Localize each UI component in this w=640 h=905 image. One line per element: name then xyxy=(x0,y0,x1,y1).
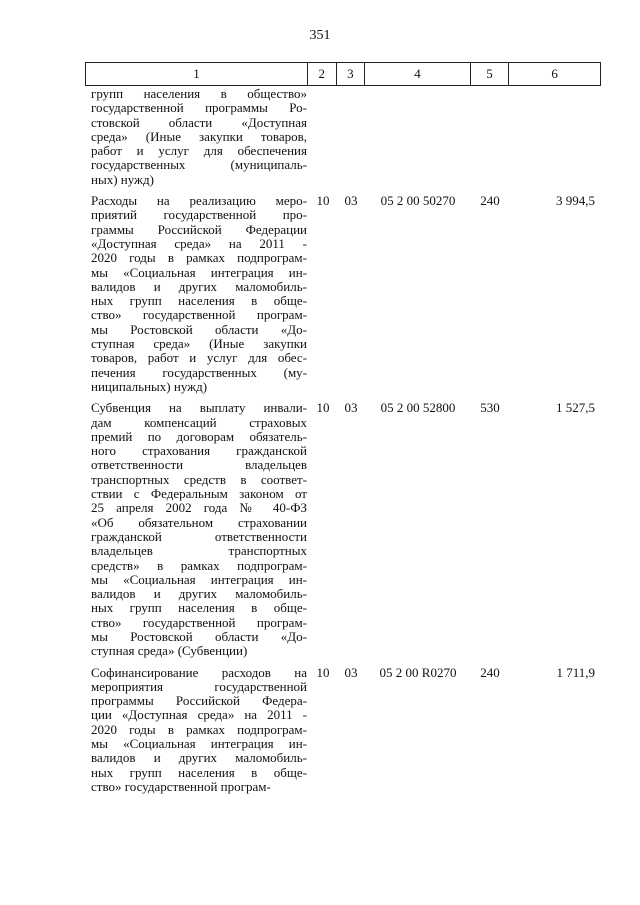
description-line: 2020 годы в рамках подпрограм- xyxy=(91,250,307,266)
description-line: ных групп населения в обще- xyxy=(91,293,307,309)
description-line: дам компенсаций страховых xyxy=(91,414,307,430)
description-line: работ и услуг для обеспечения xyxy=(91,143,307,159)
cell-section: 10 xyxy=(316,664,330,680)
description-line: ных) нужд) xyxy=(91,171,154,187)
cell-subsection: 03 xyxy=(344,400,358,416)
header-col-3: 3 xyxy=(337,63,366,85)
table-row xyxy=(85,87,601,187)
row-description xyxy=(85,87,309,187)
description-line: приятий государственной про- xyxy=(91,207,307,223)
row-description xyxy=(85,401,309,658)
description-line: программы Российской Федера- xyxy=(91,693,307,709)
description-line: ство» государственной програм- xyxy=(91,614,307,630)
description-line: ного страхования гражданской xyxy=(91,443,307,459)
row-description xyxy=(85,194,309,394)
description-line: ции «Доступная среда» на 2011 - xyxy=(91,707,307,723)
description-line: мы Ростовской области «До- xyxy=(91,321,307,337)
cell-target-article: 05 2 00 52800 xyxy=(380,400,456,416)
row-description xyxy=(85,666,309,795)
description-line: премий по договорам обязатель- xyxy=(91,428,307,444)
cell-subsection xyxy=(337,87,365,187)
page-number: 351 xyxy=(309,28,331,43)
description-line: мероприятия государственной xyxy=(91,678,307,694)
cell-subsection: 03 xyxy=(344,664,358,680)
description-line: валидов и других маломобиль- xyxy=(91,586,307,602)
table-row xyxy=(85,194,601,394)
table-row xyxy=(85,666,601,795)
cell-expense-type xyxy=(471,87,509,187)
description-line: групп населения в общество» xyxy=(91,86,307,101)
description-line: 25 апреля 2002 года № 40-ФЗ xyxy=(91,500,307,516)
cell-target-article xyxy=(365,87,471,187)
cell-expense-type: 240 xyxy=(480,664,500,680)
description-line: товаров, работ и услуг для обес- xyxy=(91,350,307,366)
description-line: ниципальных) нужд) xyxy=(91,378,208,394)
header-col-2: 2 xyxy=(308,63,337,85)
header-col-5: 5 xyxy=(471,63,509,85)
header-col-4: 4 xyxy=(365,63,471,85)
description-line: ных групп населения в обще- xyxy=(91,600,307,616)
cell-target-article: 05 2 00 R0270 xyxy=(379,664,457,680)
cell-section: 10 xyxy=(316,400,330,416)
description-line: гражданской ответственности xyxy=(91,528,307,544)
cell-amount xyxy=(509,87,601,187)
budget-table xyxy=(85,62,601,794)
cell-section xyxy=(309,87,337,187)
description-line: ных групп населения в обще- xyxy=(91,764,307,780)
cell-subsection: 03 xyxy=(344,193,358,209)
description-line: ступная среда» (Субвенции) xyxy=(91,643,248,659)
description-line: ступная среда» (Иные закупки xyxy=(91,336,307,352)
description-line: среда» (Иные закупки товаров, xyxy=(91,128,307,144)
cell-section: 10 xyxy=(316,193,330,209)
description-line: ответственности владельцев xyxy=(91,457,307,473)
cell-expense-type: 530 xyxy=(480,400,500,416)
description-line: ство» государственной програм- xyxy=(91,307,307,323)
description-line: ство» государственной програм- xyxy=(91,778,271,794)
header-col-6: 6 xyxy=(509,63,601,85)
cell-expense-type: 240 xyxy=(480,193,500,209)
cell-amount: 1 711,9 xyxy=(556,664,595,680)
description-line: валидов и других маломобиль- xyxy=(91,750,307,766)
description-line: транспортных средств в соответ- xyxy=(91,471,307,487)
description-line: печения государственных (му- xyxy=(91,364,307,380)
description-line: государственных (муниципаль- xyxy=(91,157,307,173)
table-row xyxy=(85,401,601,658)
cell-amount: 3 994,5 xyxy=(556,193,595,209)
description-line: «Об обязательном страховании xyxy=(91,514,307,530)
description-line: «Доступная среда» на 2011 - xyxy=(91,235,307,251)
description-line: Субвенция на выплату инвали- xyxy=(91,400,307,416)
table-body xyxy=(85,87,601,794)
description-line: Расходы на реализацию меро- xyxy=(91,193,307,209)
description-line: валидов и других маломобиль- xyxy=(91,278,307,294)
description-line: Софинансирование расходов на xyxy=(91,664,307,680)
description-line: стовской области «Доступная xyxy=(91,114,307,130)
cell-target-article: 05 2 00 50270 xyxy=(380,193,456,209)
description-line: 2020 годы в рамках подпрограм- xyxy=(91,721,307,737)
description-line: граммы Российской Федерации xyxy=(91,221,307,237)
description-line: средств» в рамках подпрограм- xyxy=(91,557,307,573)
description-line: владельцев транспортных xyxy=(91,543,307,559)
description-line: мы «Социальная интеграция ин- xyxy=(91,571,307,587)
table-header-row xyxy=(85,62,601,86)
header-col-1: 1 xyxy=(86,63,308,85)
description-line: государственной программы Ро- xyxy=(91,100,307,116)
description-line: мы «Социальная интеграция ин- xyxy=(91,264,307,280)
description-line: ствии с Федеральным законом от xyxy=(91,486,307,502)
description-line: мы Ростовской области «До- xyxy=(91,628,307,644)
description-line: мы «Социальная интеграция ин- xyxy=(91,736,307,752)
cell-amount: 1 527,5 xyxy=(556,400,595,416)
